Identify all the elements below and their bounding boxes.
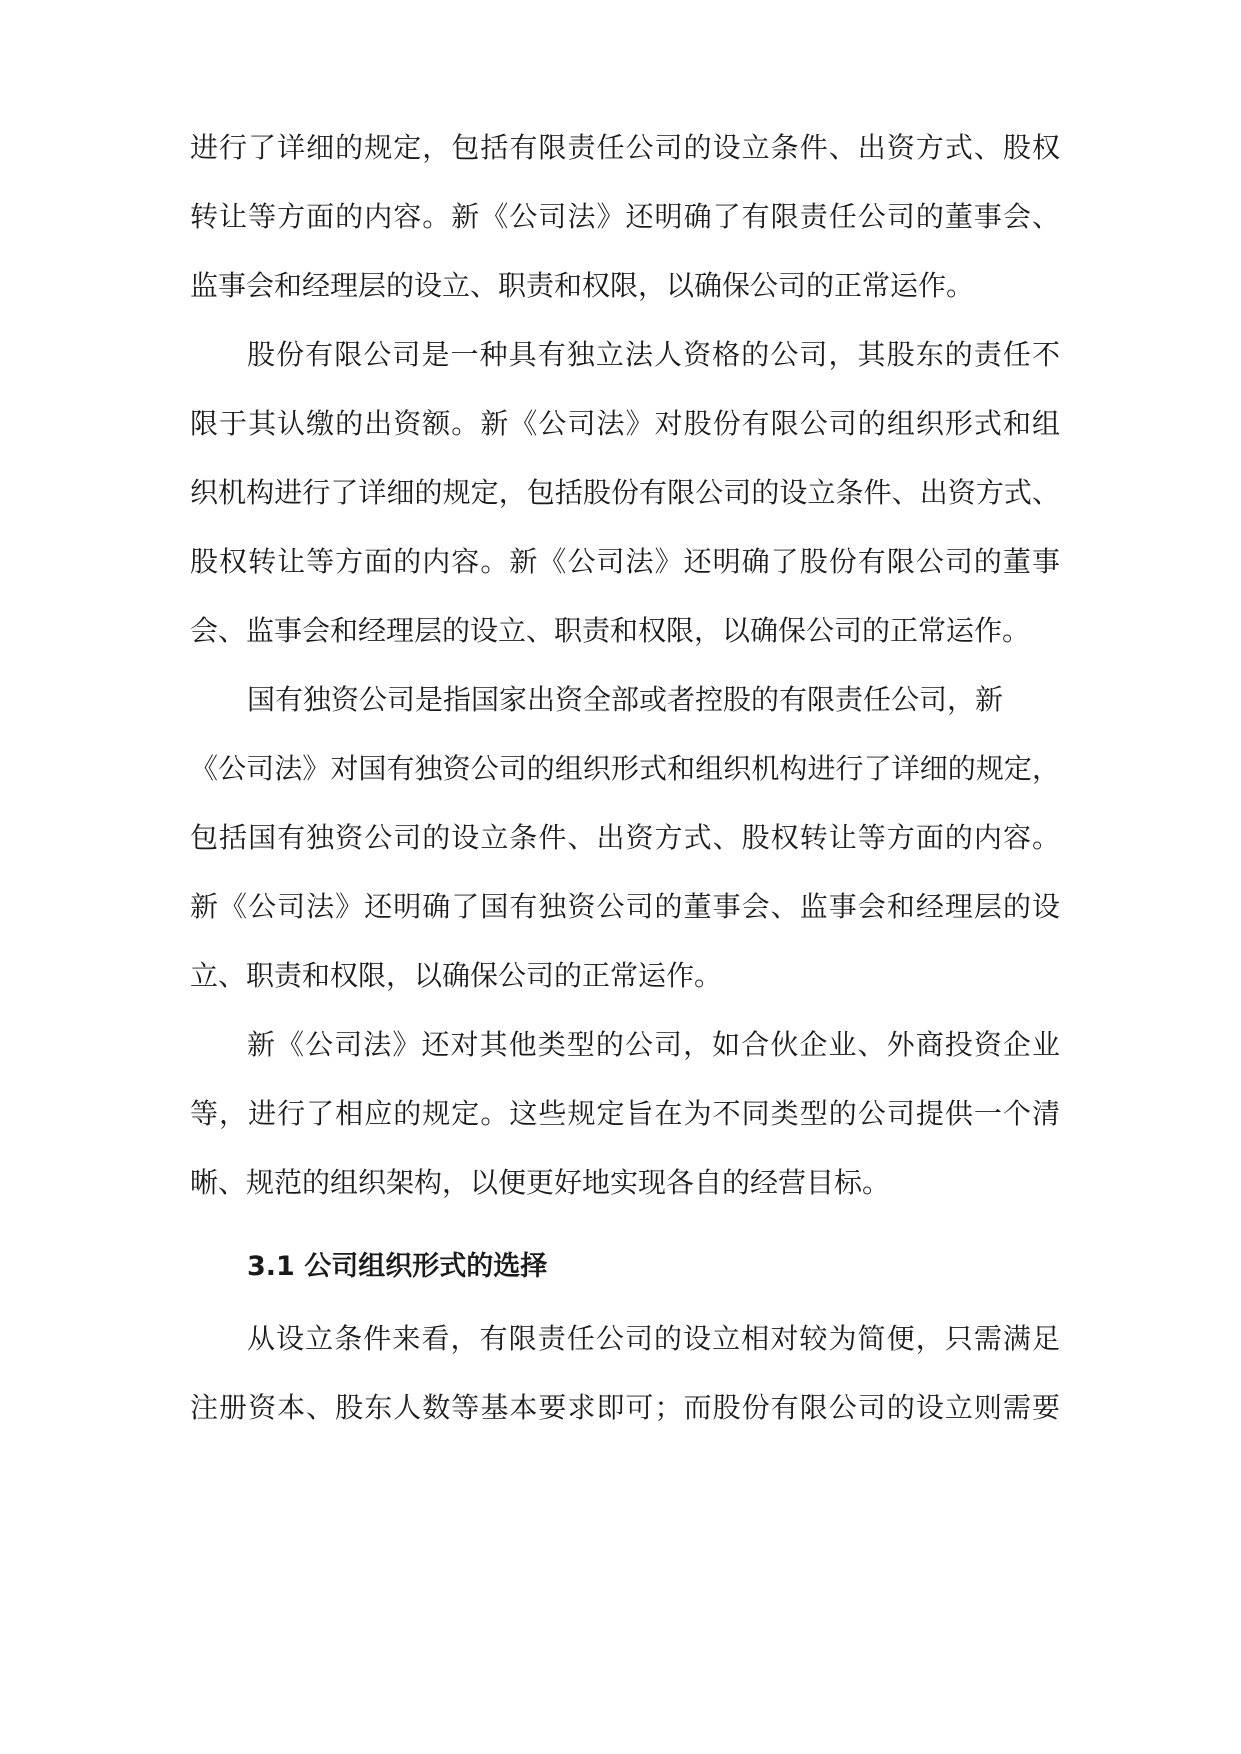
paragraph-line: 监事会和经理层的设立、职责和权限，以确保公司的正常运作。 bbox=[190, 269, 975, 302]
paragraph-line: 等，进行了相应的规定。这些规定旨在为不同类型的公司提供一个清 bbox=[190, 1097, 1060, 1130]
paragraph-line: 注册资本、股东人数等基本要求即可；而股份有限公司的设立则需要 bbox=[190, 1391, 1060, 1424]
paragraph-line: 股权转让等方面的内容。新《公司法》还明确了股份有限公司的董事 bbox=[190, 545, 1060, 578]
paragraph-line: 晰、规范的组织架构，以便更好地实现各自的经营目标。 bbox=[190, 1166, 891, 1199]
paragraph-line: 会、监事会和经理层的设立、职责和权限，以确保公司的正常运作。 bbox=[190, 614, 1031, 647]
paragraph-line: 国有独资公司是指国家出资全部或者控股的有限责任公司，新 bbox=[247, 683, 1004, 716]
paragraph-line: 转让等方面的内容。新《公司法》还明确了有限责任公司的董事会、 bbox=[190, 200, 1060, 233]
paragraph-line: 新《公司法》还对其他类型的公司，如合伙企业、外商投资企业 bbox=[247, 1028, 1060, 1061]
paragraph-line: 进行了详细的规定，包括有限责任公司的设立条件、出资方式、股权 bbox=[190, 131, 1060, 164]
paragraph-line: 新《公司法》还明确了国有独资公司的董事会、监事会和经理层的设 bbox=[190, 890, 1060, 923]
paragraph-line: 从设立条件来看，有限责任公司的设立相对较为简便，只需满足 bbox=[247, 1322, 1060, 1355]
section-heading: 3.1 公司组织形式的选择 bbox=[247, 1251, 548, 1282]
paragraph-line: 织机构进行了详细的规定，包括股份有限公司的设立条件、出资方式、 bbox=[190, 476, 1060, 509]
paragraph-line: 立、职责和权限，以确保公司的正常运作。 bbox=[190, 959, 723, 992]
paragraph-line: 限于其认缴的出资额。新《公司法》对股份有限公司的组织形式和组 bbox=[190, 407, 1060, 440]
paragraph-line: 股份有限公司是一种具有独立法人资格的公司，其股东的责任不 bbox=[247, 338, 1060, 371]
paragraph-line: 《公司法》对国有独资公司的组织形式和组织机构进行了详细的规定， bbox=[190, 752, 1060, 785]
paragraph-line: 包括国有独资公司的设立条件、出资方式、股权转让等方面的内容。 bbox=[190, 821, 1060, 854]
